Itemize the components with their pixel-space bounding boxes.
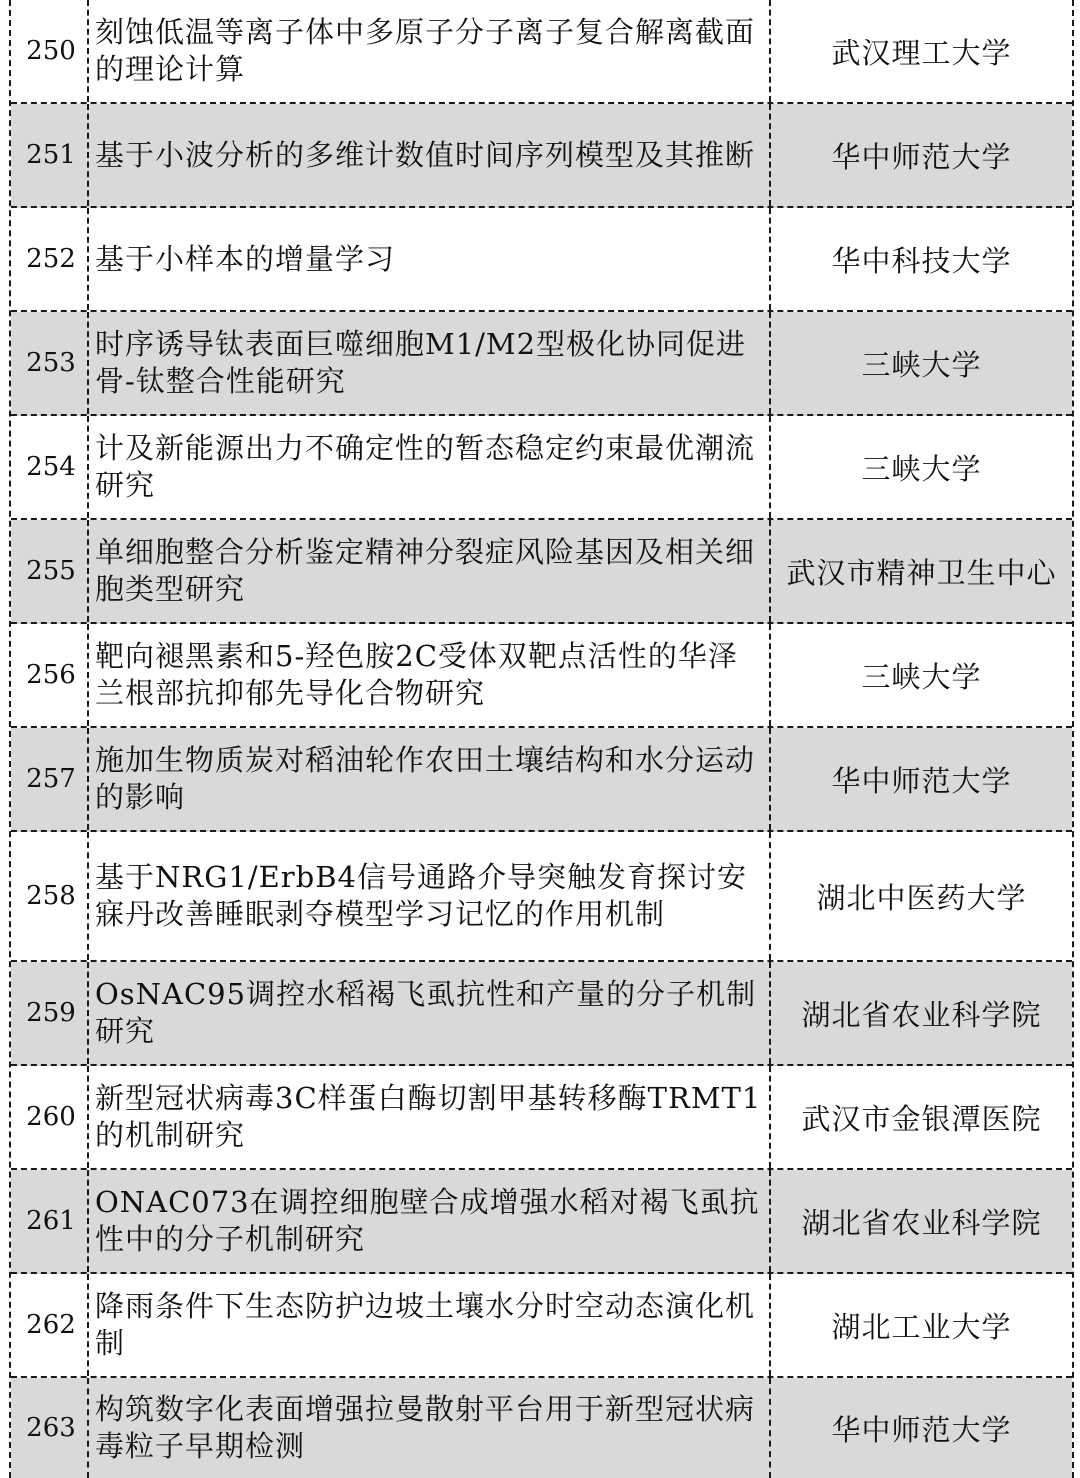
- project-title: 基于小样本的增量学习: [89, 208, 771, 310]
- row-number: 257: [11, 728, 89, 830]
- project-title: OsNAC95调控水稻褐飞虱抗性和产量的分子机制研究: [89, 962, 771, 1064]
- row-number: 253: [11, 312, 89, 414]
- table-row: [11, 416, 1072, 520]
- project-title: 单细胞整合分析鉴定精神分裂症风险基因及相关细胞类型研究: [89, 520, 771, 622]
- institution: 武汉市精神卫生中心: [786, 555, 1057, 590]
- project-title: 施加生物质炭对稻油轮作农田土壤结构和水分运动的影响: [89, 728, 771, 830]
- table-row: [11, 208, 1072, 312]
- institution: 华中师范大学: [831, 1412, 1012, 1447]
- institution: 华中师范大学: [831, 139, 1012, 174]
- project-title: 刻蚀低温等离子体中多原子分子离子复合解离截面的理论计算: [89, 0, 771, 102]
- project-table: [9, 0, 1074, 1478]
- project-title: 构筑数字化表面增强拉曼散射平台用于新型冠状病毒粒子早期检测: [89, 1378, 771, 1478]
- table-row: [11, 832, 1072, 962]
- row-number: 251: [11, 104, 89, 206]
- table-row: [11, 0, 1072, 104]
- table-row: [11, 1378, 1072, 1478]
- institution: 华中科技大学: [831, 243, 1012, 278]
- table-row: [11, 1170, 1072, 1274]
- institution: 湖北中医药大学: [816, 880, 1027, 915]
- institution: 三峡大学: [861, 451, 982, 486]
- institution: 三峡大学: [861, 659, 982, 694]
- table-row: [11, 962, 1072, 1066]
- institution: 湖北工业大学: [831, 1309, 1012, 1344]
- table-row: [11, 1066, 1072, 1170]
- project-title: 时序诱导钛表面巨噬细胞M1/M2型极化协同促进骨-钛整合性能研究: [89, 312, 771, 414]
- row-number: 256: [11, 624, 89, 726]
- project-title: 基于NRG1/ErbB4信号通路介导突触发育探讨安寐丹改善睡眠剥夺模型学习记忆的作用机制: [89, 832, 771, 960]
- project-title: 计及新能源出力不确定性的暂态稳定约束最优潮流研究: [89, 416, 771, 518]
- row-number: 262: [11, 1274, 89, 1376]
- institution: 三峡大学: [861, 347, 982, 382]
- project-title: 基于小波分析的多维计数值时间序列模型及其推断: [89, 104, 771, 206]
- institution: 华中师范大学: [831, 763, 1012, 798]
- table-row: [11, 624, 1072, 728]
- table-row: [11, 1274, 1072, 1378]
- project-title: 靶向褪黑素和5-羟色胺2C受体双靶点活性的华泽兰根部抗抑郁先导化合物研究: [89, 624, 771, 726]
- row-number: 254: [11, 416, 89, 518]
- project-title: ONAC073在调控细胞壁合成增强水稻对褐飞虱抗性中的分子机制研究: [89, 1170, 771, 1272]
- institution: 湖北省农业科学院: [801, 997, 1042, 1032]
- institution: 武汉理工大学: [831, 35, 1012, 70]
- table-row: [11, 312, 1072, 416]
- row-number: 252: [11, 208, 89, 310]
- row-number: 258: [11, 832, 89, 960]
- table-row: [11, 728, 1072, 832]
- row-number: 259: [11, 962, 89, 1064]
- institution: 武汉市金银潭医院: [801, 1101, 1042, 1136]
- table-row: [11, 520, 1072, 624]
- institution: 湖北省农业科学院: [801, 1205, 1042, 1240]
- row-number: 260: [11, 1066, 89, 1168]
- table-row: [11, 104, 1072, 208]
- row-number: 255: [11, 520, 89, 622]
- project-title: 降雨条件下生态防护边坡土壤水分时空动态演化机制: [89, 1274, 771, 1376]
- row-number: 263: [11, 1378, 89, 1478]
- project-title: 新型冠状病毒3C样蛋白酶切割甲基转移酶TRMT1的机制研究: [89, 1066, 771, 1168]
- row-number: 261: [11, 1170, 89, 1272]
- row-number: 250: [11, 0, 89, 102]
